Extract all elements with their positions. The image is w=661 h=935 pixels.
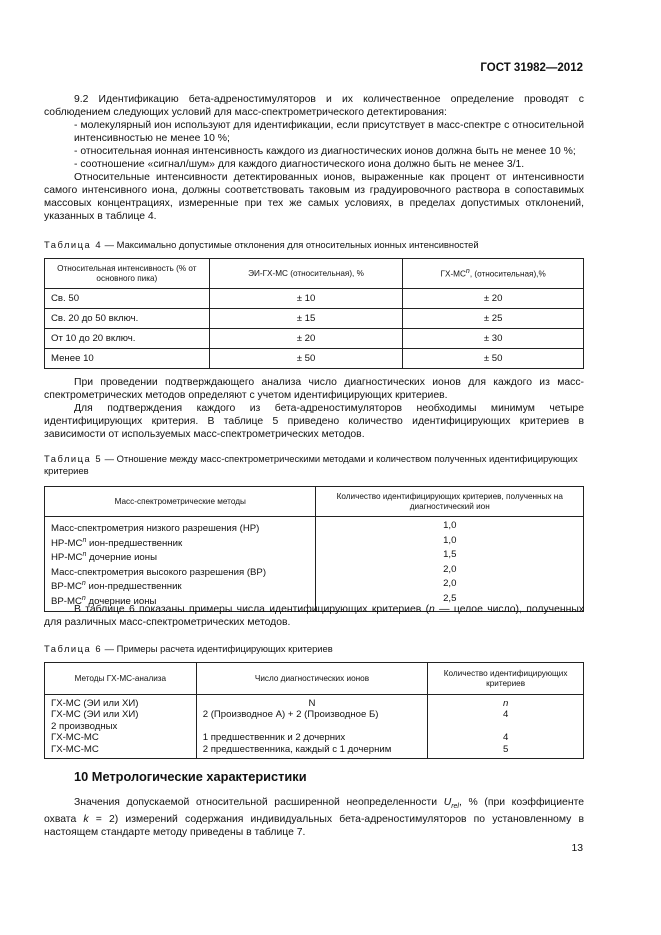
- table-cell: ГХ-МС-МС: [45, 732, 197, 743]
- table-5: [44, 486, 584, 612]
- paragraph: Для подтверждения каждого из бета-адреностимуляторов необходимы минимум четыре идентифицирующих критерия. В таблице 5 приведено количество идентифицирующих критериев в зависимости от используемых масс-спектрометрических методов.: [44, 403, 584, 440]
- table-cell: 4: [428, 709, 584, 720]
- table-header-row: [45, 259, 584, 289]
- section-10-text: [44, 796, 584, 839]
- paragraph: 9.2 Идентификацию бета-адреностимуляторов и их количественное определение проводят с соблюдением следующих условий для масс-спектрометрического детектирования:: [44, 94, 584, 118]
- caption-label: Таблица 5: [44, 453, 103, 464]
- table-cell: ± 20: [209, 329, 403, 349]
- table-cell: Масс-спектрометрия низкого разрешения (НР): [45, 517, 316, 535]
- table-4: [44, 258, 584, 369]
- table-6-caption: [44, 643, 584, 655]
- page-number: 13: [571, 843, 583, 854]
- paragraph: При проведении подтверждающего анализа число диагностических ионов для каждого из масс-спектрометрических методов определяют с учетом идентифицирующих критериев.: [44, 377, 584, 401]
- table-row: [45, 329, 584, 349]
- paragraph: В таблице 6 показаны примеры числа идентифицирующих критериев (n — целое число), полученных для различных масс-спектрометрических методов.: [44, 604, 584, 628]
- table-row: [45, 709, 584, 720]
- table-6-intro-text: [44, 603, 584, 629]
- table-row: [45, 695, 584, 710]
- list-item: - относительная ионная интенсивность каждого из диагностических ионов должна быть не менее 10 %;: [74, 146, 576, 157]
- table-cell: ± 20: [403, 289, 584, 309]
- column-header: Масс-спектрометрические методы: [45, 487, 316, 517]
- table-cell: 1,0: [316, 535, 584, 550]
- table-cell: 1,5: [316, 549, 584, 564]
- table-cell: ± 10: [209, 289, 403, 309]
- table-cell: ГХ-МС (ЭИ или ХИ): [45, 709, 197, 720]
- table-4-caption: [44, 239, 584, 251]
- table-cell: [428, 721, 584, 732]
- table-row: [45, 349, 584, 369]
- section-9-2-text: [44, 93, 584, 223]
- table-cell: От 10 до 20 включ.: [45, 329, 210, 349]
- caption-text: — Отношение между масс-спектрометрическими методами и количеством полученных идентифицирующих критериев: [44, 453, 578, 476]
- table-cell: ± 50: [209, 349, 403, 369]
- table-cell: 2 (Производное А) + 2 (Производное Б): [196, 709, 428, 720]
- table-cell: 5: [428, 744, 584, 759]
- column-header: $ГХ-МС^n$, (относительная),%: [403, 259, 584, 289]
- table-cell: 2,0: [316, 578, 584, 593]
- column-header: Число диагностических ионов: [196, 663, 428, 695]
- table-cell: $НР-МС^n$ ион-предшественник: [45, 535, 316, 550]
- table-row: [45, 721, 584, 732]
- column-header: Методы ГХ-МС-анализа: [45, 663, 197, 695]
- table-cell: $НР-МС^n$ дочерние ионы: [45, 549, 316, 564]
- table-cell: ± 50: [403, 349, 584, 369]
- column-header: Количество идентифицирующих критериев, полученных на диагностический ион: [316, 487, 584, 517]
- table-header-row: [45, 663, 584, 695]
- table-cell: [196, 721, 428, 732]
- table-row: [45, 564, 584, 579]
- table-cell: ± 25: [403, 309, 584, 329]
- table-cell: Св. 20 до 50 включ.: [45, 309, 210, 329]
- table-cell: 2 производных: [45, 721, 197, 732]
- table-row: [45, 732, 584, 743]
- document-code: ГОСТ 31982—2012: [480, 62, 583, 74]
- list-item: - соотношение «сигнал/шум» для каждого диагностического иона должно быть не менее 3/1.: [74, 159, 525, 170]
- table-cell: 1,0: [316, 517, 584, 535]
- section-10-heading: 10 Метрологические характеристики: [74, 769, 307, 784]
- table-header-row: [45, 487, 584, 517]
- caption-label: Таблица 6: [44, 643, 103, 654]
- table-cell: 4: [428, 732, 584, 743]
- table-row: [45, 744, 584, 759]
- table-cell: 2 предшественника, каждый с 1 дочерним: [196, 744, 428, 759]
- column-header: Количество идентифицирующих критериев: [428, 663, 584, 695]
- table-cell: Св. 50: [45, 289, 210, 309]
- table-row: [45, 309, 584, 329]
- table-cell: Менее 10: [45, 349, 210, 369]
- table-6: [44, 662, 584, 759]
- caption-text: — Примеры расчета идентифицирующих критериев: [102, 643, 333, 654]
- table-row: [45, 549, 584, 564]
- table-cell: 2,0: [316, 564, 584, 579]
- table-row: [45, 289, 584, 309]
- table-cell: $ВР-МС^n$ ион-предшественник: [45, 578, 316, 593]
- table-row: [45, 517, 584, 535]
- paragraph: Значения допускаемой относительной расширенной неопределенности $U_{rel}$, % (при коэффициенте охвата k = 2) измерений содержания индивидуальных бета-адреностимуляторов по установленному в настоящем стандарте методу приведены в таблице 7.: [44, 797, 584, 839]
- column-header: ЭИ-ГХ-МС (относительная), %: [209, 259, 403, 289]
- table-cell: ± 15: [209, 309, 403, 329]
- list-item: - молекулярный ион используют для идентификации, если присутствует в масс-спектре с относительной интенсивностью не менее 10 %;: [74, 120, 584, 144]
- table-cell: ГХ-МС-МС: [45, 744, 197, 759]
- table-cell: n: [428, 695, 584, 710]
- table-5-caption: [44, 453, 584, 477]
- table-cell: 1 предшественник и 2 дочерних: [196, 732, 428, 743]
- table-cell: $ВР-МС^n$ дочерние ионы: [45, 593, 316, 611]
- table-5-intro-text: [44, 376, 584, 441]
- column-header: Относительная интенсивность (% от основного пика): [45, 259, 210, 289]
- paragraph: Относительные интенсивности детектированных ионов, выраженные как процент от интенсивности самого интенсивного иона, должны соответствовать таковым из градуировочного раствора в сопоставимых массовых концентрациях, измеренные при тех же самых условиях, в пределах допустимых отклонений, указанных в таблице 4.: [44, 172, 584, 222]
- caption-text: — Максимально допустимые отклонения для относительных ионных интенсивностей: [102, 239, 479, 250]
- table-cell: Масс-спектрометрия высокого разрешения (ВР): [45, 564, 316, 579]
- caption-label: Таблица 4: [44, 239, 103, 250]
- table-cell: 2,5: [316, 593, 584, 611]
- table-cell: N: [196, 695, 428, 710]
- table-cell: ГХ-МС (ЭИ или ХИ): [45, 695, 197, 710]
- table-cell: ± 30: [403, 329, 584, 349]
- table-row: [45, 578, 584, 593]
- table-row: [45, 535, 584, 550]
